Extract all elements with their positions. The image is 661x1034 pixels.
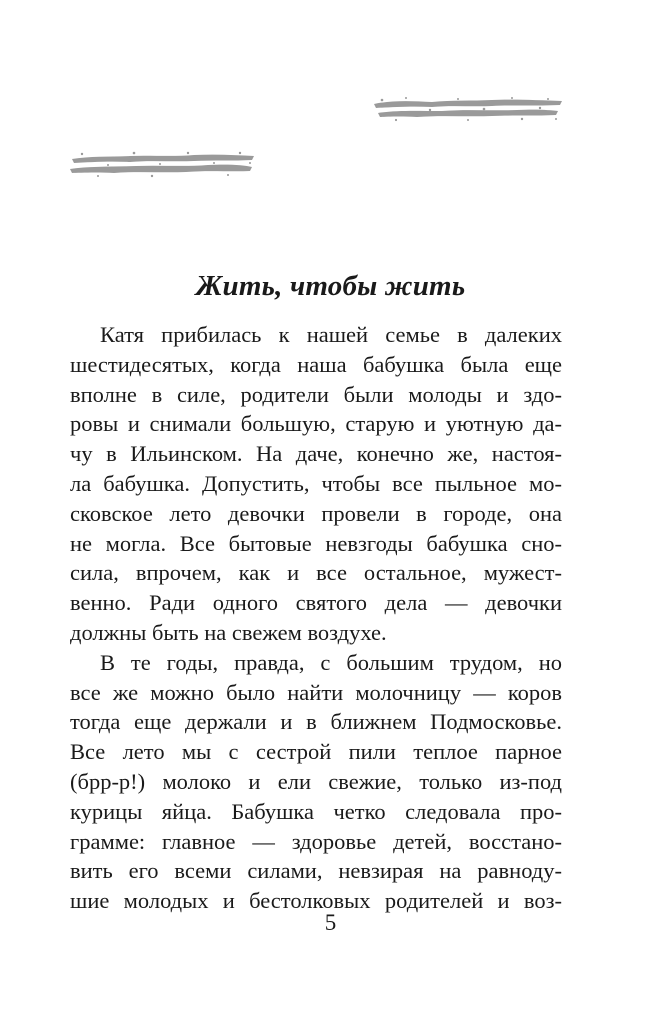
text-line: чу в Ильинском. На даче, конечно же, настоя-: [70, 441, 562, 467]
text-line: ровы и снимали большую, старую и уютную да-: [70, 411, 562, 437]
decorative-brushstroke-ornament: [372, 95, 564, 123]
text-line: должны быть на свежем воздухе.: [70, 619, 387, 645]
chapter-title: Жить, чтобы жить: [195, 270, 466, 302]
text-line: В те годы, правда, с большим трудом, но: [100, 649, 562, 675]
text-line: вполне в силе, родители были молоды и здо-: [70, 381, 562, 407]
paragraph: [70, 320, 562, 648]
text-line: шие молодых и бестолковых родителей и воз-: [70, 888, 562, 914]
text-line: вить его всеми силами, невзирая на равноду-: [70, 858, 562, 884]
body-text: [70, 320, 562, 916]
text-line: шестидесятых, когда наша бабушка была еще: [70, 351, 562, 377]
text-line: сковское лето девочки провели в городе, она: [70, 500, 562, 526]
text-line: не могла. Все бытовые невзгоды бабушка сно-: [70, 530, 562, 556]
decorative-brushstroke-ornament: [68, 150, 258, 178]
text-line: курицы яйца. Бабушка четко следовала про-: [70, 798, 562, 824]
text-line: Катя прибилась к нашей семье в далеких: [100, 322, 562, 347]
text-line: ла бабушка. Допустить, чтобы все пыльное мо-: [70, 470, 562, 496]
text-line: грамме: главное — здоровье детей, восстано-: [70, 828, 562, 854]
text-line: тогда еще держали и в ближнем Подмосковье.: [70, 709, 562, 735]
paragraph: [70, 648, 562, 916]
text-line: все же можно было найти молочницу — коров: [70, 679, 562, 705]
text-line: сила, впрочем, как и все остальное, мужест-: [70, 560, 562, 586]
text-line: Все лето мы с сестрой пили теплое парное: [70, 739, 562, 765]
page-number: 5: [324, 910, 337, 935]
text-line: (брр-р!) молоко и ели свежие, только из-под: [70, 768, 562, 794]
text-line: венно. Ради одного святого дела — девочки: [70, 590, 562, 616]
